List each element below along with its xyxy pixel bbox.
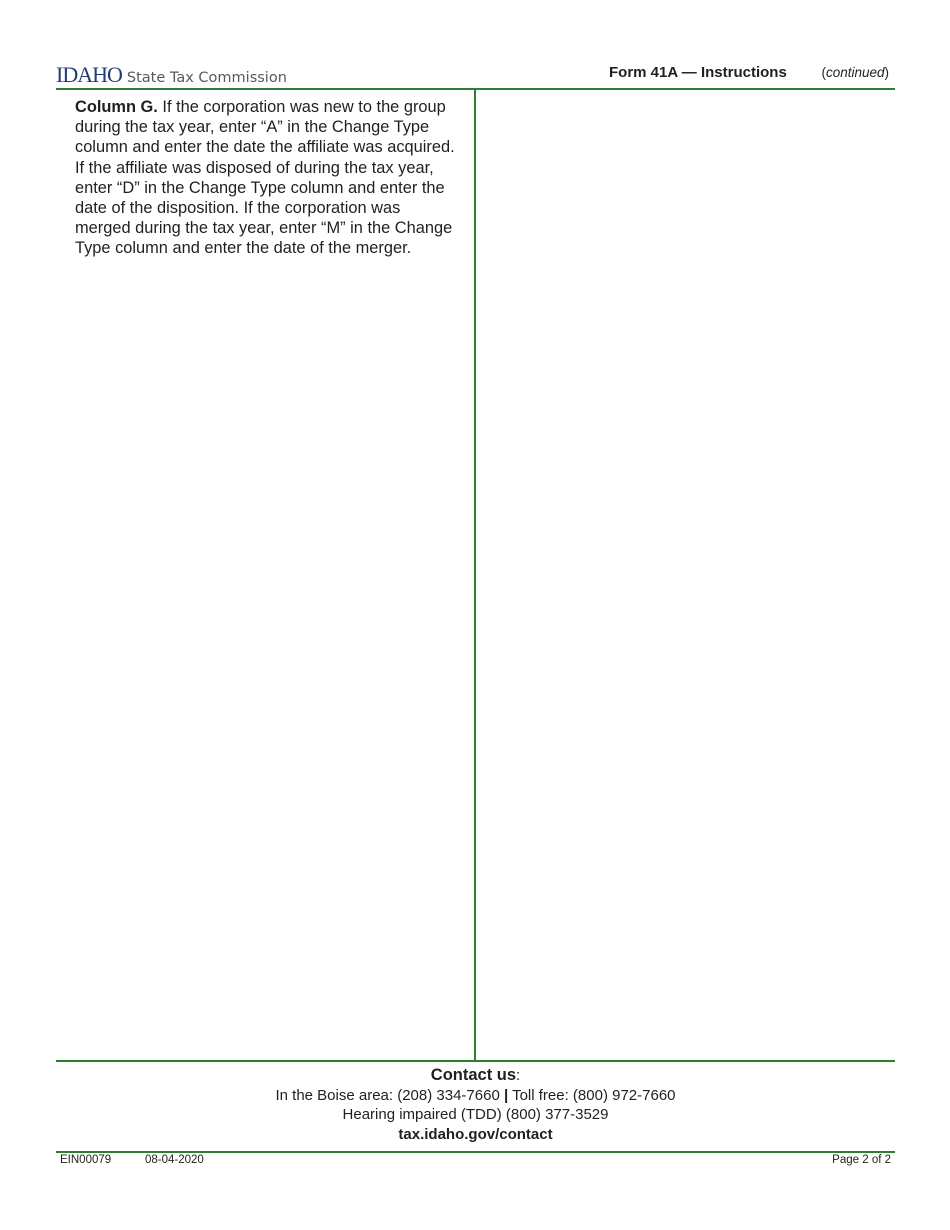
logo-mark: IDAHO <box>56 62 122 87</box>
idaho-logo <box>56 62 287 88</box>
contact-block <box>56 1066 895 1144</box>
footer-rule <box>56 1151 895 1153</box>
form-code: EIN00079 <box>60 1154 112 1166</box>
tdd-phone: Hearing impaired (TDD) (800) 377-3529 <box>342 1106 609 1123</box>
agency-name: State Tax Commission <box>126 70 287 86</box>
column-divider <box>474 89 476 1061</box>
boise-phone: In the Boise area: (208) 334-7660 <box>275 1086 500 1104</box>
revision-date: 08-04-2020 <box>145 1154 204 1166</box>
contact-heading: Contact us: <box>430 1066 521 1084</box>
toll-free-phone: Toll free: (800) 972-7660 <box>512 1086 676 1104</box>
form-title: Form 41A — Instructions <box>609 64 787 81</box>
column-g-paragraph <box>75 97 460 259</box>
column-g-heading: Column G. <box>75 98 158 116</box>
continued-label: (continued) <box>821 65 889 80</box>
contact-phones <box>56 1086 895 1106</box>
page-header <box>56 60 895 88</box>
contact-rule <box>56 1060 895 1062</box>
phone-separator: | <box>503 1086 509 1104</box>
contact-website-link[interactable]: tax.idaho.gov/contact <box>398 1125 553 1143</box>
column-g-text: If the corporation was new to the group during the tax year, enter “A” in the Change Type column and enter the date the affiliate was acquired. If the affiliate was disposed of during the tax year, enter “D” in the Change Type column and enter the date of the disposition. If the corporation was merged during the tax year, enter “M” in the Change Type column and enter the date of the merger. <box>75 98 455 258</box>
page-number: Page 2 of 2 <box>832 1154 891 1166</box>
